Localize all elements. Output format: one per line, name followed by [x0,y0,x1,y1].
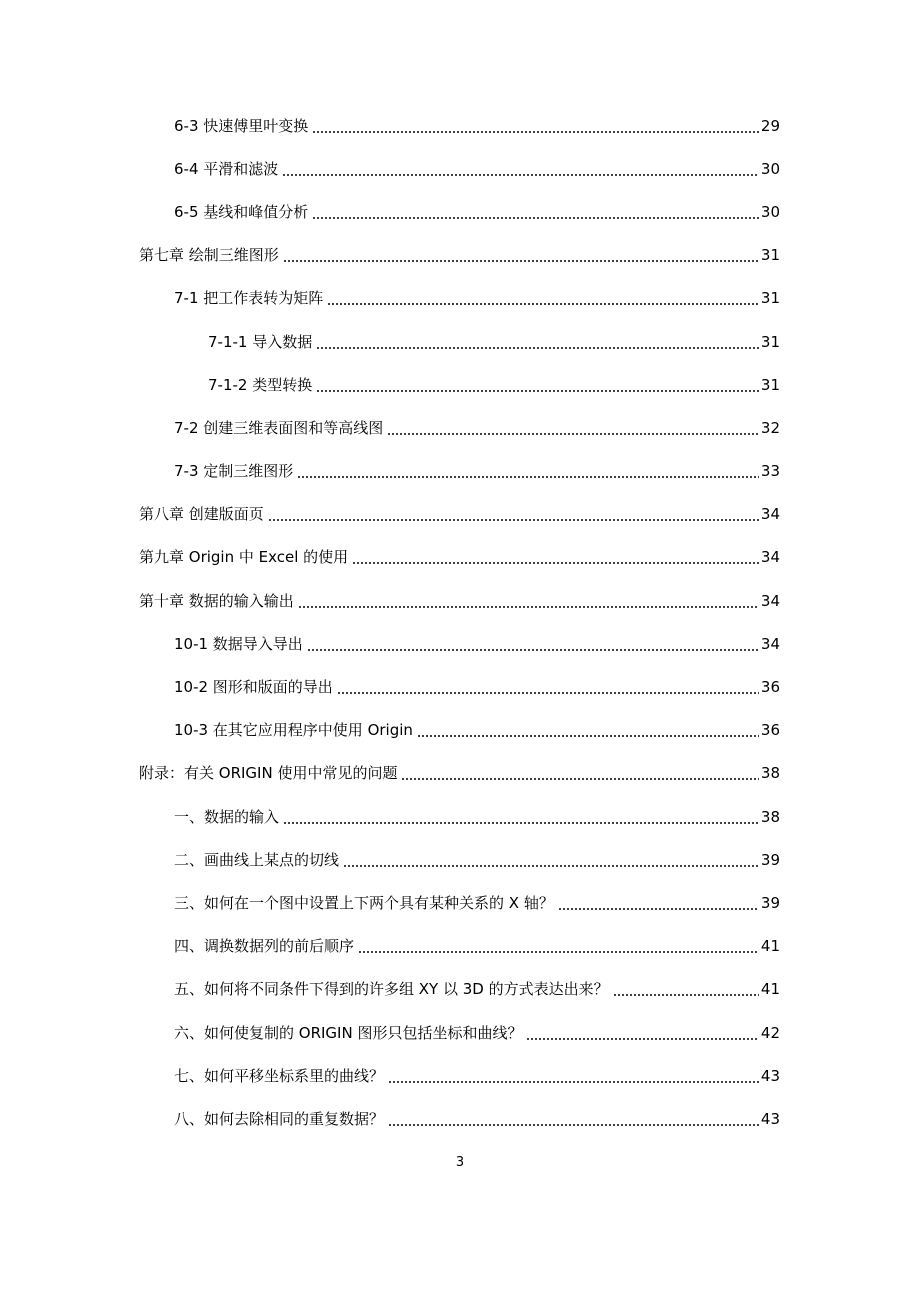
toc-entry-page: 34 [760,634,780,653]
toc-entry[interactable] [0,1054,920,1097]
toc-entry-page: 34 [760,505,780,524]
toc-entry[interactable] [0,709,920,752]
toc-entry-title: 五、如何将不同条件下得到的许多组 XY 以 3D 的方式表达出来？ [174,980,609,999]
toc-entry-title: 7-1 把工作表转为矩阵 [174,289,324,308]
toc-entry-title: 附录：有关 ORIGIN 使用中常见的问题 [139,764,398,783]
dot-leader [358,936,759,956]
toc-entry-page: 38 [760,807,780,826]
toc-entry-title: 10-2 图形和版面的导出 [174,678,333,697]
toc-entry-page: 43 [760,1109,780,1128]
dot-leader [388,1109,759,1129]
toc-entry[interactable] [0,406,920,449]
toc-entry-page: 38 [760,764,780,783]
toc-entry-title: 第七章 绘制三维图形 [139,246,279,265]
dot-leader [312,116,759,136]
dot-leader [417,720,759,740]
toc-entry-title: 八、如何去除相同的重复数据？ [174,1109,385,1128]
dot-leader [316,332,759,352]
toc-entry-page: 42 [760,1023,780,1042]
toc-entry-title: 7-3 定制三维图形 [174,462,294,481]
toc-entry-title: 7-2 创建三维表面图和等高线图 [174,418,384,437]
toc-entry[interactable] [0,147,920,190]
toc-entry[interactable] [0,968,920,1011]
dot-leader [387,418,759,438]
toc-entry[interactable] [0,234,920,277]
toc-entry[interactable] [0,450,920,493]
toc-entry-title: 七、如何平移坐标系里的曲线？ [174,1066,385,1085]
toc-entry-page: 43 [760,1066,780,1085]
toc-entry[interactable] [0,665,920,708]
toc-entry[interactable] [0,752,920,795]
toc-entry-page: 31 [760,246,780,265]
toc-entry-page: 36 [760,721,780,740]
dot-leader [297,461,759,481]
page-number: 3 [455,1155,465,1170]
toc-entry-page: 32 [760,418,780,437]
dot-leader [352,547,759,567]
toc-entry-page: 33 [760,462,780,481]
dot-leader [327,288,759,308]
dot-leader [388,1066,759,1086]
dot-leader [298,591,759,611]
toc-entry-title: 六、如何使复制的 ORIGIN 图形只包括坐标和曲线？ [174,1023,523,1042]
toc-entry-title: 四、调换数据列的前后顺序 [174,937,355,956]
dot-leader [343,850,759,870]
toc-entry-title: 第八章 创建版面页 [139,505,264,524]
toc-entry[interactable] [0,536,920,579]
toc-entry[interactable] [0,363,920,406]
dot-leader [316,375,759,395]
toc-entry-page: 30 [760,159,780,178]
toc-entry-title: 6-4 平滑和滤波 [174,159,279,178]
toc-entry-page: 41 [760,980,780,999]
toc-entry[interactable] [0,795,920,838]
toc-entry-page: 34 [760,591,780,610]
toc-entry-title: 三、如何在一个图中设置上下两个具有某种关系的 X 轴？ [174,893,554,912]
toc-entry-page: 41 [760,937,780,956]
dot-leader [282,159,759,179]
toc-entry-page: 34 [760,548,780,567]
toc-entry-page: 30 [760,202,780,221]
toc-entry[interactable] [0,104,920,147]
table-of-contents [0,104,920,1141]
toc-entry-page: 31 [760,289,780,308]
toc-entry[interactable] [0,579,920,622]
dot-leader [337,677,759,697]
dot-leader [613,979,759,999]
toc-entry[interactable] [0,881,920,924]
toc-entry-page: 29 [760,116,780,135]
dot-leader [283,245,759,265]
dot-leader [268,504,759,524]
toc-entry-title: 10-1 数据导入导出 [174,634,303,653]
toc-entry-title: 第九章 Origin 中 Excel 的使用 [139,548,349,567]
toc-entry-title: 一、数据的输入 [174,807,280,826]
dot-leader [307,634,759,654]
toc-entry[interactable] [0,622,920,665]
dot-leader [312,202,759,222]
toc-entry[interactable] [0,493,920,536]
toc-entry[interactable] [0,277,920,320]
toc-entry-title: 6-5 基线和峰值分析 [174,202,309,221]
toc-entry-title: 10-3 在其它应用程序中使用 Origin [174,721,413,740]
toc-entry[interactable] [0,320,920,363]
dot-leader [283,807,759,827]
dot-leader [526,1023,758,1043]
toc-entry[interactable] [0,838,920,881]
dot-leader [401,763,758,783]
toc-entry-title: 二、画曲线上某点的切线 [174,850,340,869]
toc-entry-title: 6-3 快速傅里叶变换 [174,116,309,135]
toc-entry-page: 36 [760,678,780,697]
toc-entry-page: 31 [760,375,780,394]
toc-entry-title: 7-1-1 导入数据 [208,332,313,351]
toc-entry[interactable] [0,925,920,968]
toc-entry-page: 39 [760,850,780,869]
toc-entry[interactable] [0,1097,920,1140]
toc-entry-title: 第十章 数据的输入输出 [139,591,294,610]
dot-leader [558,893,759,913]
toc-entry[interactable] [0,190,920,233]
toc-entry-page: 39 [760,893,780,912]
toc-entry[interactable] [0,1011,920,1054]
toc-entry-page: 31 [760,332,780,351]
toc-entry-title: 7-1-2 类型转换 [208,375,313,394]
